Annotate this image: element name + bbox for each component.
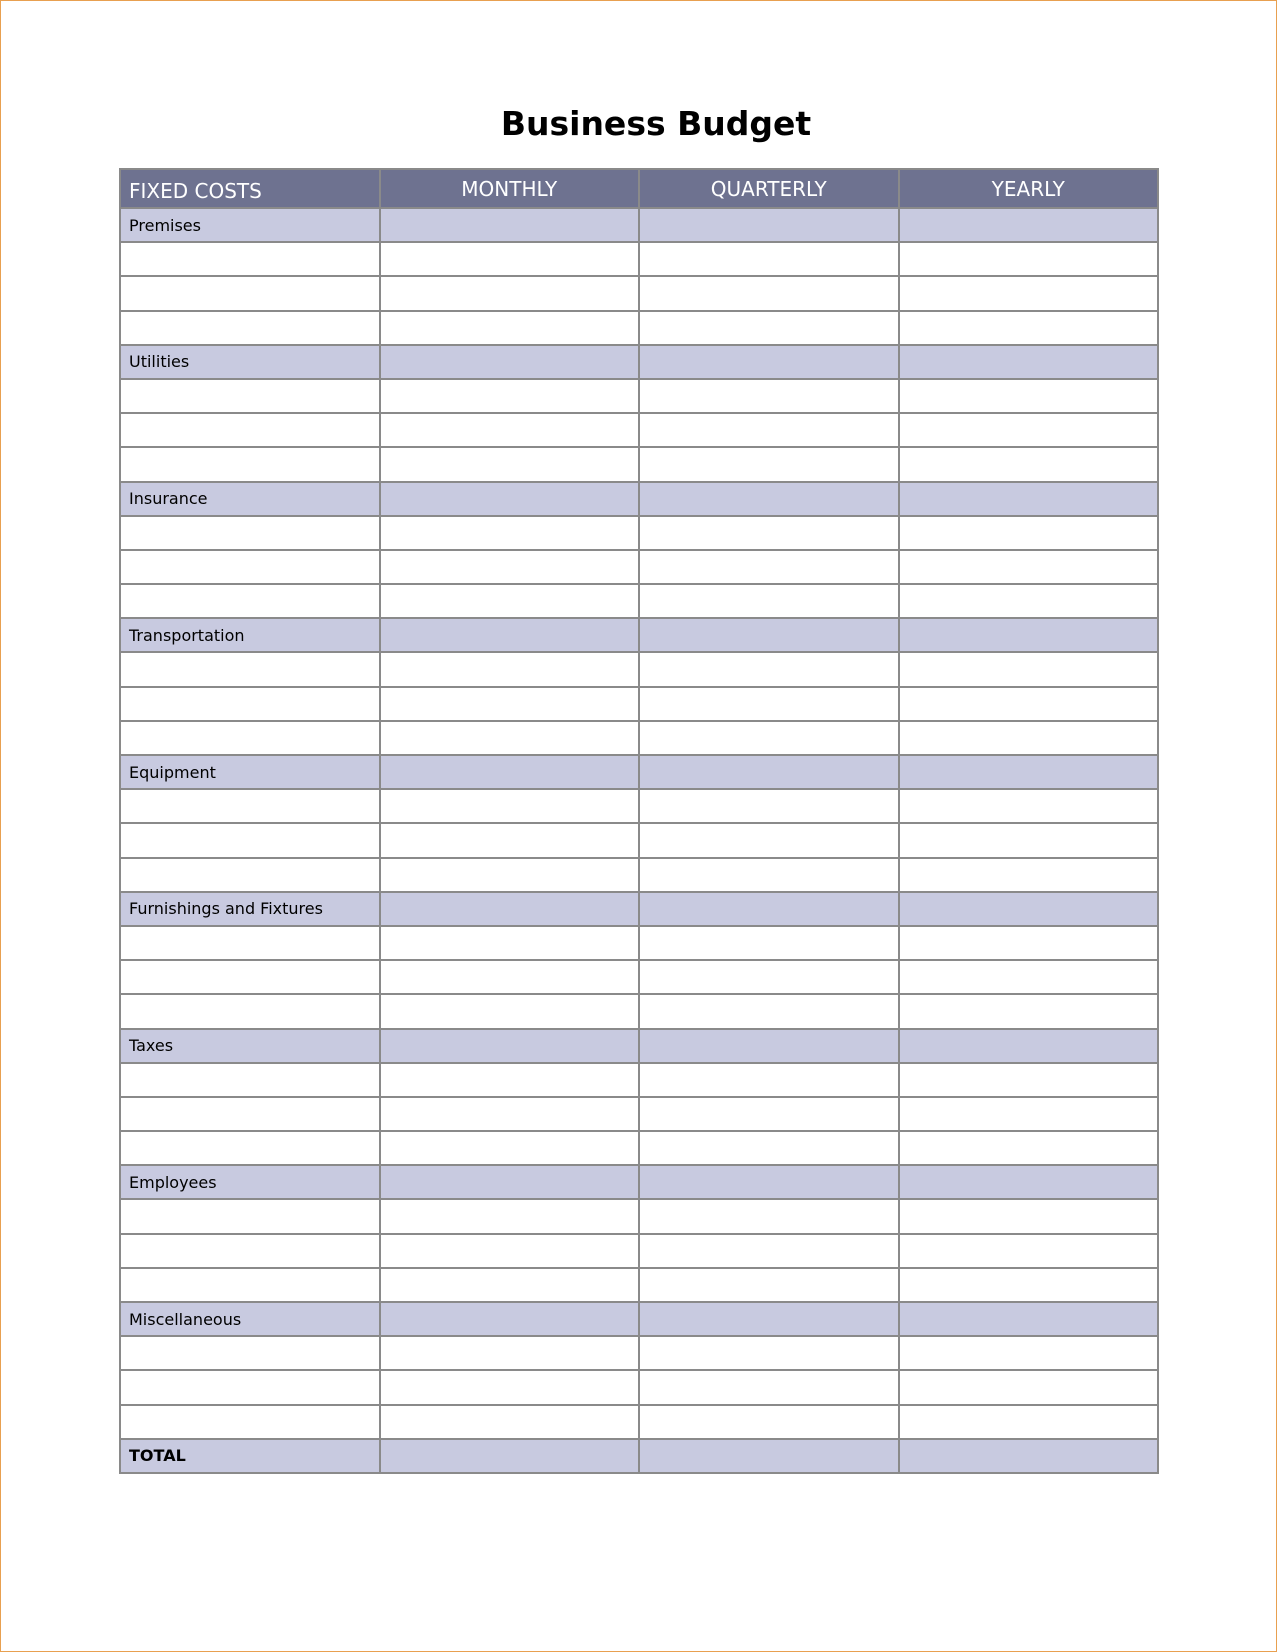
- table-cell-label[interactable]: [120, 789, 380, 823]
- table-cell-quarterly[interactable]: [639, 1097, 899, 1131]
- table-cell-quarterly[interactable]: [639, 1405, 899, 1439]
- table-cell-monthly[interactable]: [380, 1029, 640, 1063]
- section-row-furnishings-and-fixtures: [120, 892, 1158, 926]
- table-cell-label[interactable]: [120, 1370, 380, 1404]
- table-cell-yearly[interactable]: [899, 242, 1159, 276]
- table-cell-quarterly[interactable]: [639, 892, 899, 926]
- table-cell-yearly[interactable]: [899, 960, 1159, 994]
- table-cell-quarterly[interactable]: [639, 926, 899, 960]
- table-cell-yearly[interactable]: [899, 584, 1159, 618]
- table-cell-label[interactable]: [120, 276, 380, 310]
- table-cell-yearly[interactable]: [899, 1336, 1159, 1370]
- table-cell-yearly[interactable]: [899, 516, 1159, 550]
- table-cell-monthly[interactable]: [380, 413, 640, 447]
- column-header-quarterly: QUARTERLY: [639, 169, 899, 208]
- table-cell-yearly[interactable]: [899, 892, 1159, 926]
- table-row: [120, 926, 1158, 960]
- table-cell-monthly[interactable]: [380, 858, 640, 892]
- table-cell-quarterly[interactable]: [639, 858, 899, 892]
- table-cell-monthly[interactable]: [380, 447, 640, 481]
- table-cell-monthly[interactable]: [380, 208, 640, 242]
- table-row: [120, 1370, 1158, 1404]
- table-cell-yearly[interactable]: [899, 447, 1159, 481]
- table-cell-yearly[interactable]: [899, 1131, 1159, 1165]
- table-cell-label[interactable]: [120, 1234, 380, 1268]
- table-row: [120, 1268, 1158, 1302]
- table-cell-quarterly[interactable]: [639, 276, 899, 310]
- table-cell-monthly[interactable]: [380, 994, 640, 1028]
- row-label: Premises: [120, 208, 380, 242]
- table-cell-monthly[interactable]: [380, 276, 640, 310]
- table-row: [120, 1097, 1158, 1131]
- table-cell-monthly[interactable]: [380, 1234, 640, 1268]
- table-cell-quarterly[interactable]: [639, 960, 899, 994]
- table-row: [120, 516, 1158, 550]
- table-cell-quarterly[interactable]: [639, 447, 899, 481]
- table-cell-monthly[interactable]: [380, 1336, 640, 1370]
- table-cell-quarterly[interactable]: [639, 379, 899, 413]
- table-cell-quarterly[interactable]: [639, 687, 899, 721]
- table-cell-quarterly[interactable]: [639, 550, 899, 584]
- table-row: [120, 1336, 1158, 1370]
- row-label: Transportation: [120, 618, 380, 652]
- table-cell-quarterly[interactable]: [639, 823, 899, 857]
- table-cell-label[interactable]: [120, 379, 380, 413]
- table-cell-yearly[interactable]: [899, 1097, 1159, 1131]
- row-label: Insurance: [120, 482, 380, 516]
- table-cell-yearly[interactable]: [899, 1029, 1159, 1063]
- table-cell-label[interactable]: [120, 823, 380, 857]
- table-cell-label[interactable]: [120, 242, 380, 276]
- table-cell-monthly[interactable]: [380, 721, 640, 755]
- table-cell-monthly[interactable]: [380, 1439, 640, 1473]
- table-cell-monthly[interactable]: [380, 1063, 640, 1097]
- table-cell-yearly[interactable]: [899, 789, 1159, 823]
- table-cell-quarterly[interactable]: [639, 242, 899, 276]
- table-cell-quarterly[interactable]: [639, 516, 899, 550]
- table-cell-monthly[interactable]: [380, 1268, 640, 1302]
- table-cell-monthly[interactable]: [380, 687, 640, 721]
- table-row: [120, 1234, 1158, 1268]
- table-row: [120, 413, 1158, 447]
- table-cell-yearly[interactable]: [899, 208, 1159, 242]
- table-cell-quarterly[interactable]: [639, 1199, 899, 1233]
- section-row-utilities: [120, 345, 1158, 379]
- table-cell-quarterly[interactable]: [639, 1439, 899, 1473]
- table-cell-label[interactable]: [120, 652, 380, 686]
- table-cell-monthly[interactable]: [380, 789, 640, 823]
- table-row: [120, 960, 1158, 994]
- budget-table: [119, 168, 1159, 1474]
- table-row: [120, 994, 1158, 1028]
- table-cell-quarterly[interactable]: [639, 482, 899, 516]
- row-label: Furnishings and Fixtures: [120, 892, 380, 926]
- table-cell-quarterly[interactable]: [639, 1234, 899, 1268]
- table-row: [120, 789, 1158, 823]
- table-cell-quarterly[interactable]: [639, 1063, 899, 1097]
- table-row: [120, 721, 1158, 755]
- table-cell-quarterly[interactable]: [639, 1336, 899, 1370]
- table-cell-quarterly[interactable]: [639, 413, 899, 447]
- table-cell-quarterly[interactable]: [639, 1165, 899, 1199]
- table-cell-label[interactable]: [120, 1131, 380, 1165]
- table-cell-label[interactable]: [120, 413, 380, 447]
- table-cell-monthly[interactable]: [380, 652, 640, 686]
- row-label: Equipment: [120, 755, 380, 789]
- table-cell-quarterly[interactable]: [639, 994, 899, 1028]
- row-label: TOTAL: [120, 1439, 380, 1473]
- table-cell-yearly[interactable]: [899, 926, 1159, 960]
- table-cell-label[interactable]: [120, 960, 380, 994]
- table-row: [120, 379, 1158, 413]
- table-cell-label[interactable]: [120, 1405, 380, 1439]
- table-cell-label[interactable]: [120, 584, 380, 618]
- section-row-employees: [120, 1165, 1158, 1199]
- table-cell-yearly[interactable]: [899, 755, 1159, 789]
- table-row: [120, 550, 1158, 584]
- table-cell-label[interactable]: [120, 926, 380, 960]
- table-row: [120, 276, 1158, 310]
- table-cell-yearly[interactable]: [899, 1370, 1159, 1404]
- table-cell-monthly[interactable]: [380, 550, 640, 584]
- table-cell-yearly[interactable]: [899, 1439, 1159, 1473]
- table-cell-yearly[interactable]: [899, 550, 1159, 584]
- table-row: [120, 1063, 1158, 1097]
- table-cell-yearly[interactable]: [899, 482, 1159, 516]
- table-cell-monthly[interactable]: [380, 1131, 640, 1165]
- table-cell-quarterly[interactable]: [639, 1268, 899, 1302]
- row-label: Utilities: [120, 345, 380, 379]
- table-row: [120, 652, 1158, 686]
- table-cell-monthly[interactable]: [380, 242, 640, 276]
- page-title: Business Budget: [500, 104, 812, 143]
- table-row: [120, 447, 1158, 481]
- table-cell-label[interactable]: [120, 721, 380, 755]
- table-cell-label[interactable]: [120, 311, 380, 345]
- section-row-taxes: [120, 1029, 1158, 1063]
- table-cell-yearly[interactable]: [899, 1405, 1159, 1439]
- table-cell-yearly[interactable]: [899, 994, 1159, 1028]
- table-cell-yearly[interactable]: [899, 1234, 1159, 1268]
- table-cell-yearly[interactable]: [899, 276, 1159, 310]
- header-row: [120, 169, 1158, 208]
- table-cell-quarterly[interactable]: [639, 755, 899, 789]
- column-header-yearly: YEARLY: [899, 169, 1159, 208]
- table-cell-monthly[interactable]: [380, 482, 640, 516]
- table-cell-monthly[interactable]: [380, 311, 640, 345]
- table-cell-monthly[interactable]: [380, 1405, 640, 1439]
- table-cell-quarterly[interactable]: [639, 345, 899, 379]
- total-row: [120, 1439, 1158, 1473]
- table-row: [120, 687, 1158, 721]
- section-row-insurance: [120, 482, 1158, 516]
- table-cell-monthly[interactable]: [380, 926, 640, 960]
- table-cell-monthly[interactable]: [380, 1370, 640, 1404]
- table-cell-yearly[interactable]: [899, 721, 1159, 755]
- table-cell-yearly[interactable]: [899, 652, 1159, 686]
- table-cell-label[interactable]: [120, 858, 380, 892]
- table-cell-label[interactable]: [120, 550, 380, 584]
- table-cell-yearly[interactable]: [899, 1165, 1159, 1199]
- table-cell-quarterly[interactable]: [639, 721, 899, 755]
- table-cell-monthly[interactable]: [380, 618, 640, 652]
- table-cell-monthly[interactable]: [380, 892, 640, 926]
- table-cell-yearly[interactable]: [899, 823, 1159, 857]
- table-cell-quarterly[interactable]: [639, 1370, 899, 1404]
- table-cell-quarterly[interactable]: [639, 311, 899, 345]
- table-cell-yearly[interactable]: [899, 379, 1159, 413]
- table-cell-label[interactable]: [120, 1336, 380, 1370]
- table-cell-yearly[interactable]: [899, 345, 1159, 379]
- table-cell-monthly[interactable]: [380, 345, 640, 379]
- column-header-fixed-costs: FIXED COSTS: [120, 169, 380, 208]
- table-cell-yearly[interactable]: [899, 413, 1159, 447]
- table-cell-monthly[interactable]: [380, 584, 640, 618]
- table-cell-monthly[interactable]: [380, 755, 640, 789]
- table-cell-quarterly[interactable]: [639, 208, 899, 242]
- table-row: [120, 1405, 1158, 1439]
- table-cell-quarterly[interactable]: [639, 584, 899, 618]
- row-label: Taxes: [120, 1029, 380, 1063]
- table-cell-monthly[interactable]: [380, 379, 640, 413]
- table-row: [120, 1199, 1158, 1233]
- table-cell-label[interactable]: [120, 1268, 380, 1302]
- table-cell-label[interactable]: [120, 1199, 380, 1233]
- table-row: [120, 584, 1158, 618]
- table-cell-yearly[interactable]: [899, 1063, 1159, 1097]
- table-cell-monthly[interactable]: [380, 823, 640, 857]
- table-cell-quarterly[interactable]: [639, 652, 899, 686]
- table-cell-quarterly[interactable]: [639, 1302, 899, 1336]
- table-row: [120, 1131, 1158, 1165]
- table-cell-label[interactable]: [120, 447, 380, 481]
- table-row: [120, 311, 1158, 345]
- row-label: Employees: [120, 1165, 380, 1199]
- row-label: Miscellaneous: [120, 1302, 380, 1336]
- table-cell-monthly[interactable]: [380, 960, 640, 994]
- table-cell-yearly[interactable]: [899, 1302, 1159, 1336]
- table-cell-quarterly[interactable]: [639, 1029, 899, 1063]
- table-cell-label[interactable]: [120, 1097, 380, 1131]
- table-cell-monthly[interactable]: [380, 1165, 640, 1199]
- table-cell-label[interactable]: [120, 1063, 380, 1097]
- table-cell-quarterly[interactable]: [639, 1131, 899, 1165]
- table-cell-yearly[interactable]: [899, 618, 1159, 652]
- table-cell-label[interactable]: [120, 994, 380, 1028]
- table-cell-monthly[interactable]: [380, 1199, 640, 1233]
- section-row-transportation: [120, 618, 1158, 652]
- table-cell-yearly[interactable]: [899, 687, 1159, 721]
- table-cell-monthly[interactable]: [380, 516, 640, 550]
- table-cell-yearly[interactable]: [899, 311, 1159, 345]
- table-cell-label[interactable]: [120, 516, 380, 550]
- column-header-monthly: MONTHLY: [380, 169, 640, 208]
- section-row-equipment: [120, 755, 1158, 789]
- table-cell-yearly[interactable]: [899, 1199, 1159, 1233]
- table-row: [120, 858, 1158, 892]
- table-row: [120, 242, 1158, 276]
- table-cell-monthly[interactable]: [380, 1302, 640, 1336]
- section-row-miscellaneous: [120, 1302, 1158, 1336]
- table-cell-quarterly[interactable]: [639, 618, 899, 652]
- table-row: [120, 823, 1158, 857]
- table-cell-quarterly[interactable]: [639, 789, 899, 823]
- table-cell-label[interactable]: [120, 687, 380, 721]
- table-cell-yearly[interactable]: [899, 858, 1159, 892]
- table-cell-monthly[interactable]: [380, 1097, 640, 1131]
- table-cell-yearly[interactable]: [899, 1268, 1159, 1302]
- section-row-premises: [120, 208, 1158, 242]
